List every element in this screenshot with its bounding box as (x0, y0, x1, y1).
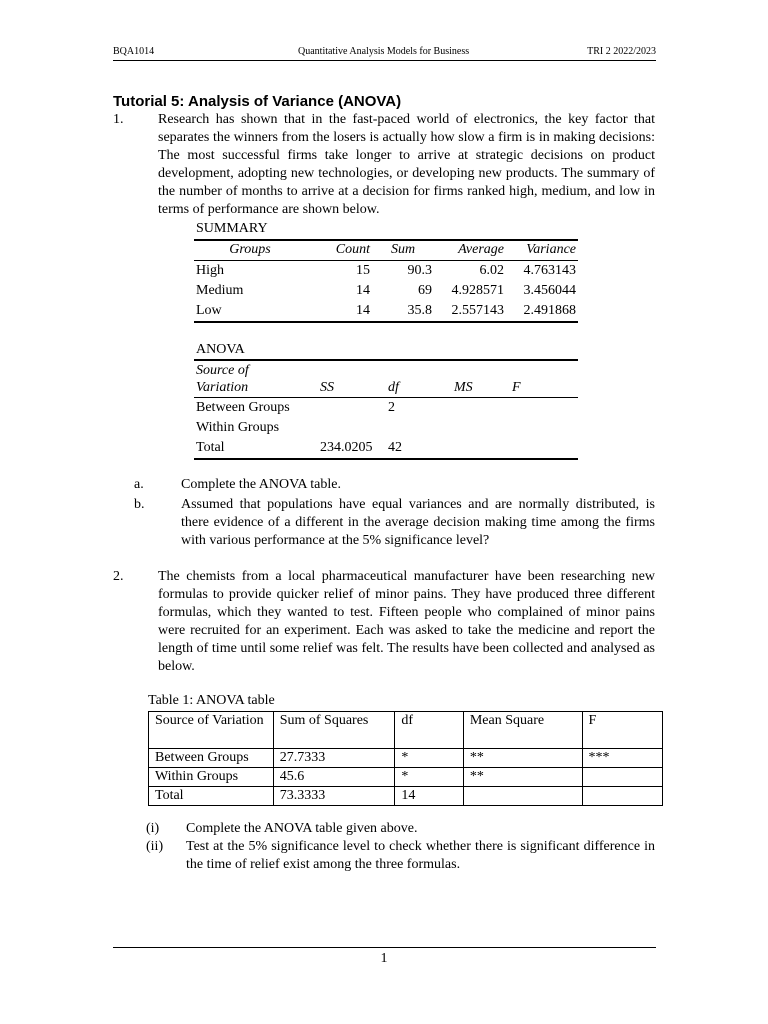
anova-header-ss: SS (320, 380, 334, 395)
summary-cell: 4.928571 (451, 283, 504, 298)
anova-table-q1 (194, 361, 578, 460)
summary-cell: 14 (356, 283, 370, 298)
summary-cell: 3.456044 (523, 283, 576, 298)
anova-label: ANOVA (196, 342, 245, 357)
anova-cell: Within Groups (196, 420, 280, 435)
anova2-cell: 27.7333 (273, 749, 395, 768)
anova-cell: 2 (388, 400, 395, 415)
table-row (194, 261, 578, 282)
anova-cell (510, 418, 578, 438)
anova2-cell: Within Groups (149, 768, 274, 787)
anova2-cell: 45.6 (273, 768, 395, 787)
summary-cell: 2.557143 (451, 303, 504, 318)
anova-cell: Between Groups (196, 400, 290, 415)
q1-item-b-label: b. (134, 497, 145, 512)
anova2-cell: * (395, 768, 463, 787)
summary-header-average: Average (458, 242, 504, 257)
table-row (194, 281, 578, 301)
header-course-code: BQA1014 (113, 46, 155, 57)
header-rule (113, 60, 656, 61)
anova-cell (386, 418, 452, 438)
summary-table (194, 240, 578, 323)
anova-header-ms: MS (454, 380, 473, 395)
anova2-cell (582, 768, 663, 787)
anova2-cell (463, 787, 582, 806)
q1-item-a-label: a. (134, 477, 144, 492)
anova-cell (510, 438, 578, 459)
anova-header-f: F (512, 380, 521, 395)
anova2-cell: Total (149, 787, 274, 806)
table-row (194, 418, 578, 438)
anova2-header-row (149, 712, 663, 749)
anova-header-df: df (388, 380, 399, 395)
anova2-cell: Between Groups (149, 749, 274, 768)
summary-cell: 90.3 (407, 263, 432, 278)
summary-header-sum: Sum (390, 242, 416, 257)
q2-item-i-label: (i) (146, 821, 160, 836)
anova2-header-f: F (582, 712, 663, 749)
summary-cell: 4.763143 (523, 263, 576, 278)
page-title: Tutorial 5: Analysis of Variance (ANOVA) (113, 93, 402, 110)
q1-number: 1. (113, 112, 124, 127)
table-row (194, 398, 578, 419)
anova-header-row (194, 361, 578, 398)
page-number: 1 (380, 951, 388, 966)
anova2-header-ss: Sum of Squares (273, 712, 395, 749)
anova2-cell: ** (463, 768, 582, 787)
summary-label: SUMMARY (196, 221, 268, 236)
q2-text: The chemists from a local pharmaceutical manufacturer have been researching new formulas to provide quicker relief of minor pains. They have produced three different formulas, which they wanted to test. Fifteen people who complained of minor pains were recruited for an experiment. Each was asked to take the medicine and report the length of time until some relief was felt. The results have been collected and analysed as below. (158, 569, 655, 674)
anova-header-source (194, 361, 318, 398)
summary-cell: 6.02 (479, 263, 504, 278)
q2-number: 2. (113, 569, 124, 584)
q2-item-ii-label: (ii) (146, 839, 164, 854)
anova2-cell: *** (582, 749, 663, 768)
summary-cell: 2.491868 (523, 303, 576, 318)
anova-cell (452, 418, 510, 438)
summary-cell: High (196, 263, 224, 278)
anova-cell (452, 398, 510, 419)
anova-cell (452, 438, 510, 459)
anova2-cell: ** (463, 749, 582, 768)
summary-cell: Medium (196, 283, 244, 298)
q2-table-caption: Table 1: ANOVA table (148, 693, 275, 708)
table-row (194, 438, 578, 459)
summary-cell: Low (196, 303, 222, 318)
anova2-header-ms: Mean Square (463, 712, 582, 749)
anova2-cell: 73.3333 (273, 787, 395, 806)
anova-header-source-line1: Source of (196, 363, 249, 378)
anova2-cell (582, 787, 663, 806)
footer-rule (113, 947, 656, 948)
summary-cell: 69 (418, 283, 432, 298)
anova2-cell: 14 (395, 787, 463, 806)
summary-cell: 14 (356, 303, 370, 318)
q2-item-i-text: Complete the ANOVA table given above. (186, 821, 418, 836)
anova-cell: 234.0205 (320, 440, 373, 455)
q1-text: Research has shown that in the fast-paced world of electronics, the key factor that separates the winners from the losers is actually how slow a firm is in making decisions: The most successful firms take longer to arrive at strategic decisions on product development, adopting new technologies, or developing new products. The summary of the number of months to arrive at a decision for firms ranked high, medium, and low in terms of performance are shown below. (158, 112, 655, 217)
q1-item-a-text: Complete the ANOVA table. (181, 477, 341, 492)
summary-header-groups: Groups (229, 242, 271, 257)
anova-cell (510, 398, 578, 419)
anova-header-source-line2: Variation (196, 380, 249, 395)
header-course-title: Quantitative Analysis Models for Business (298, 46, 470, 57)
anova-table-q2 (148, 711, 663, 806)
anova-cell (318, 418, 386, 438)
table-row (149, 749, 663, 768)
anova2-cell: * (395, 749, 463, 768)
anova2-header-source: Source of Variation (149, 712, 274, 749)
anova-cell (318, 398, 386, 419)
summary-cell: 15 (356, 263, 370, 278)
summary-header-row (194, 240, 578, 261)
summary-cell: 35.8 (407, 303, 432, 318)
header-term: TRI 2 2022/2023 (587, 46, 656, 57)
table-row (149, 768, 663, 787)
anova2-header-df: df (395, 712, 463, 749)
q2-item-ii-text: Test at the 5% significance level to check whether there is significant difference in the time of relief exist among the three formulas. (186, 839, 655, 872)
anova-cell: Total (196, 440, 225, 455)
anova-cell: 42 (388, 440, 402, 455)
table-row (194, 301, 578, 322)
summary-header-count: Count (335, 242, 370, 257)
summary-header-variance: Variance (526, 242, 576, 257)
q1-item-b-text: Assumed that populations have equal variances and are normally distributed, is there evidence of a different in the average decision making time among the firms with various performance at the 5% significance level? (181, 497, 655, 548)
table-row (149, 787, 663, 806)
